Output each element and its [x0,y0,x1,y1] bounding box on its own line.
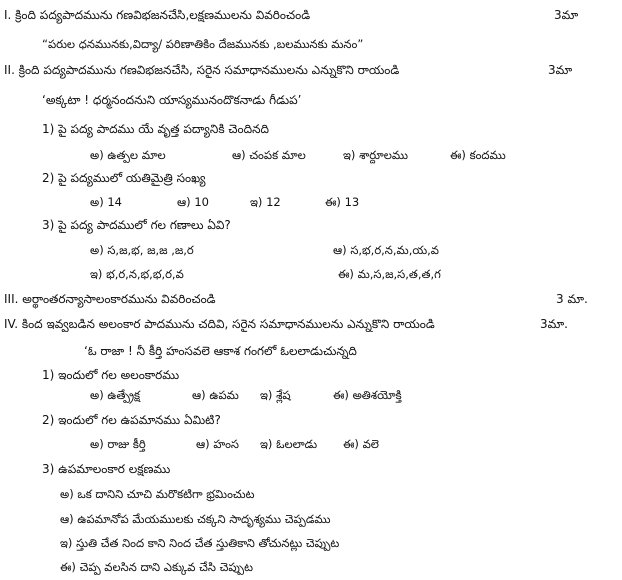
q3-marks: 3 మా. [556,292,588,306]
q4-marks: 3మా. [540,317,568,331]
q4-sub2-question: 2) ఇందులో గల ఉపమానము ఏమిటి? [42,413,221,427]
q2-sub2-option-a: అ) 14 [90,195,122,209]
q2-sub2-option-d: ఈ) 13 [325,195,360,209]
q4-sub2-option-a: అ) రాజు కీర్తి [90,437,146,451]
q2-marks: 3మా [548,63,573,77]
q2-sub1-question: 1) పై పద్య పాదము యే వృత్త పద్యానికి చెందినది [42,122,269,136]
q4-sub3-question: 3) ఉపమాలంకార లక్షణము [42,462,171,476]
q4-sub2-option-c: ఇ) ఓలలాడు [260,437,318,451]
q4-sub3-option-b: ఆ) ఉపమానోప మేయములకు చక్కని సాదృశ్యము చెప్పడము [60,512,331,526]
q4-sub3-option-d: ఈ) చెప్ప వలసిన దాని ఎక్కువ చేసి చెప్పుట [60,560,253,574]
q4-sub1-option-b: ఆ) ఉపమ [192,388,239,402]
q1-verse: “పరుల ధనమునకు,విద్యా/ పరిణాతికిం దేజమునకు ,బలమునకు మనం” [42,37,364,51]
q2-heading: II. క్రింది పద్యపాదమును గణవిభజనచేసి, సరైన సమాధానములను ఎన్నుకొని రాయండి [4,63,400,77]
q2-sub2-option-c: ఇ) 12 [250,195,281,209]
q2-sub3-option-d: ఈ) మ,స,జ,స,త,త,గ [338,267,441,281]
q2-sub1-option-a: అ) ఉత్పల మాల [90,148,166,162]
q4-sub1-option-d: ఈ) అతిశయోక్తి [333,388,402,402]
q2-sub3-option-b: ఆ) స,భ,ర,న,మ,య,వ [333,243,439,257]
q2-sub1-option-b: ఆ) చంపక మాల [232,148,306,162]
q4-sub1-option-a: అ) ఉత్ప్రేక్ష [90,388,141,402]
q4-sub1-option-c: ఇ) శ్లేష [260,388,291,402]
q1-heading: I. క్రింది పద్యపాదమును గణవిభజనచేసి,లక్షణములను వివరించండి [4,8,311,22]
q4-sub2-option-d: ఈ) వలె [343,437,379,451]
q2-sub2-option-b: ఆ) 10 [177,195,209,209]
q4-verse: ‘ఓ రాజా ! నీ కీర్తి హంసవలె ఆకాశ గంగలో ఓలలాడుచున్నది [84,344,357,358]
q2-sub1-option-c: ఇ) శార్దూలము [343,148,409,162]
q1-marks: 3మా [554,8,579,22]
q2-sub3-option-a: అ) స,జ,భ, జ,జ ,జ,ర [90,243,194,257]
q4-sub1-question: 1) ఇందులో గల అలంకారము [42,368,180,382]
q2-verse: ‘అక్కటా ! ధర్మనందనుని యాస్యమునందొకనాడు గీడుప’ [42,93,302,107]
q3-heading: III. అర్థాంతరన్యాసాలంకారమును వివరించండి [4,292,216,306]
q2-sub3-question: 3) పై పద్య పాదములో గల గణాలు ఏవి? [42,218,231,232]
q2-sub3-option-c: ఇ) భ,ర,న,భ,భ,ర,వ [90,267,184,281]
q4-sub3-option-a: అ) ఒక దానిని చూచి మరొకటిగా భ్రమించుట [60,487,255,501]
q2-sub1-option-d: ఈ) కందము [450,148,506,162]
q2-sub2-question: 2) పై పద్యములో యతిమైత్రి సంఖ్య [42,171,206,185]
q4-heading: IV. కింద ఇవ్వబడిన అలంకార పాదమును చదివి, సరైన సమాధానములను ఎన్నుకొని రాయండి [4,317,435,331]
q4-sub3-option-c: ఇ) స్తుతి చేత నింద కాని నింద చేత స్తుతికాని తోచునట్లు చెప్పుట [60,536,340,550]
q4-sub2-option-b: ఆ) హంస [196,437,239,451]
